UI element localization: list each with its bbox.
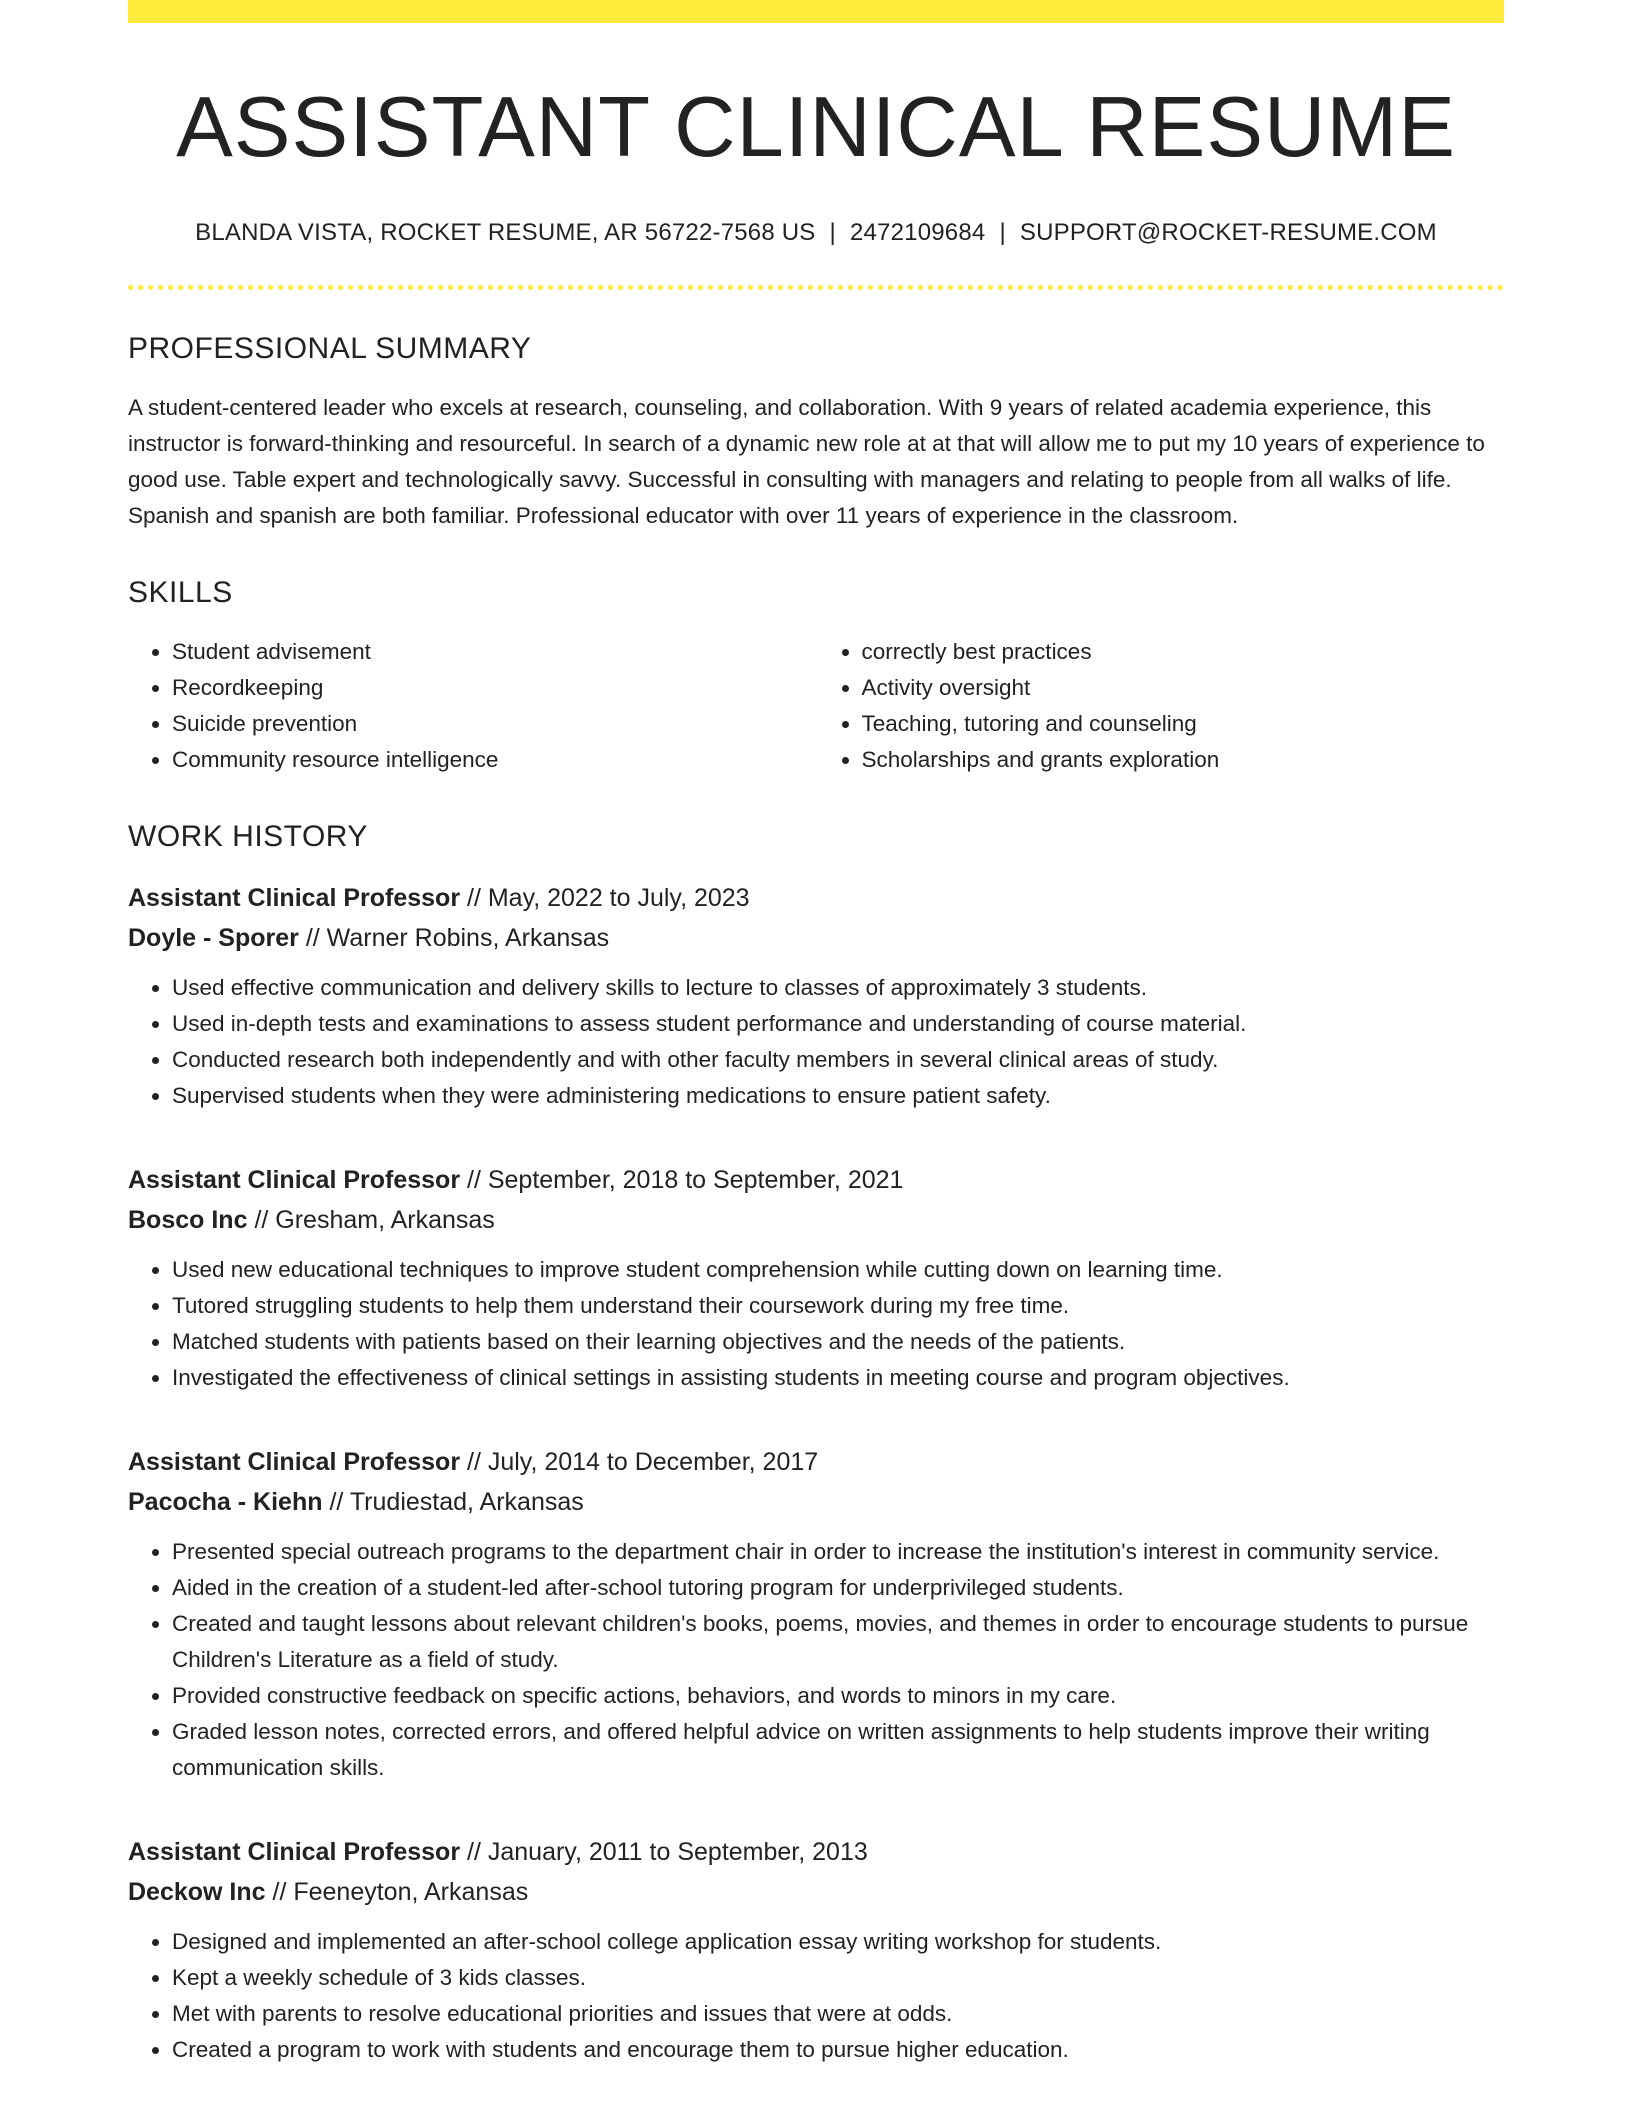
job-company-line (128, 918, 1504, 958)
top-accent-bar (128, 0, 1504, 23)
job-bullet: • Used in-depth tests and examinations to assess student performance and understanding of course material. (172, 1006, 1504, 1042)
job-dates: // September, 2018 to September, 2021 (467, 1165, 904, 1194)
job-bullets (128, 1252, 1504, 1396)
job-title-line (128, 878, 1504, 918)
contact-separator: | (999, 218, 1006, 246)
job-bullet: • Designed and implemented an after-school college application essay writing workshop for students. (172, 1924, 1504, 1960)
phone: 2472109684 (849, 218, 986, 246)
job-bullet: • Met with parents to resolve educational priorities and issues that were at odds. (172, 1996, 1504, 2032)
job-bullet: • Tutored struggling students to help them understand their coursework during my free time. (172, 1288, 1504, 1324)
dotted-divider (128, 285, 1504, 290)
job-bullet: • Presented special outreach programs to the department chair in order to increase the institution's interest in community service. (172, 1534, 1504, 1570)
job-title: Assistant Clinical Professor (128, 1447, 461, 1476)
job-dates: // May, 2022 to July, 2023 (467, 883, 750, 912)
job-dates: // July, 2014 to December, 2017 (467, 1447, 819, 1476)
job-title: Assistant Clinical Professor (128, 1165, 461, 1194)
job-bullet: • Used new educational techniques to improve student comprehension while cutting down on learning time. (172, 1252, 1504, 1288)
job-entry (128, 1160, 1504, 1396)
job-company: Deckow Inc (128, 1877, 266, 1906)
resume-title: ASSISTANT CLINICAL RESUME (176, 80, 1456, 175)
job-company-line (128, 1872, 1504, 1912)
job-company: Pacocha - Kiehn (128, 1487, 323, 1516)
job-bullets (128, 1534, 1504, 1786)
contact-separator: | (829, 218, 836, 246)
job-bullet: • Aided in the creation of a student-led after-school tutoring program for underprivileged students. (172, 1570, 1504, 1606)
job-bullet: • Created and taught lessons about relevant children's books, poems, movies, and themes in order to encourage students to pursue Children's Literature as a field of study. (172, 1606, 1504, 1678)
job-bullet: • Used effective communication and delivery skills to lecture to classes of approximately 3 students. (172, 970, 1504, 1006)
job-bullet: • Matched students with patients based on their learning objectives and the needs of the patients. (172, 1324, 1504, 1360)
job-bullet: • Conducted research both independently and with other faculty members in several clinical areas of study. (172, 1042, 1504, 1078)
job-bullets (128, 1924, 1504, 2068)
job-location: // Feeneyton, Arkansas (272, 1877, 529, 1906)
job-location: // Warner Robins, Arkansas (305, 923, 610, 952)
job-entry (128, 878, 1504, 1114)
job-company: Bosco Inc (128, 1205, 248, 1234)
job-dates: // January, 2011 to September, 2013 (467, 1837, 868, 1866)
job-bullet: • Investigated the effectiveness of clinical settings in assisting students in meeting course and program objectives. (172, 1360, 1504, 1396)
skill-item: • Recordkeeping (172, 670, 815, 706)
skill-item: • Activity oversight (862, 670, 1505, 706)
summary-heading: PROFESSIONAL SUMMARY (128, 331, 532, 365)
job-entry (128, 1832, 1504, 2068)
resume-page (128, 0, 1504, 2068)
skill-item: • Teaching, tutoring and counseling (862, 706, 1505, 742)
job-title-line (128, 1442, 1504, 1482)
job-title-line (128, 1160, 1504, 1200)
job-bullet: • Supervised students when they were administering medications to ensure patient safety. (172, 1078, 1504, 1114)
job-company-line (128, 1200, 1504, 1240)
skills-column-right (815, 634, 1505, 778)
email-link[interactable]: SUPPORT@ROCKET-RESUME.COM (1019, 218, 1437, 246)
job-bullet: • Graded lesson notes, corrected errors, and offered helpful advice on written assignments to help students improve their writing communication skills. (172, 1714, 1504, 1786)
address: BLANDA VISTA, ROCKET RESUME, AR 56722-7568 US (195, 218, 816, 246)
skills-heading: SKILLS (128, 575, 233, 609)
skill-item: • Suicide prevention (172, 706, 815, 742)
job-company-line (128, 1482, 1504, 1522)
contact-line (128, 219, 1504, 247)
skill-item: • Student advisement (172, 634, 815, 670)
job-location: // Trudiestad, Arkansas (329, 1487, 584, 1516)
skills-list (128, 634, 1504, 778)
job-company: Doyle - Sporer (128, 923, 299, 952)
job-bullet: • Provided constructive feedback on specific actions, behaviors, and words to minors in my care. (172, 1678, 1504, 1714)
skills-column-left (128, 634, 815, 778)
job-bullet: • Kept a weekly schedule of 3 kids classes. (172, 1960, 1504, 1996)
job-title: Assistant Clinical Professor (128, 1837, 461, 1866)
job-title-line (128, 1832, 1504, 1872)
skill-item: • correctly best practices (862, 634, 1505, 670)
summary-text: A student-centered leader who excels at research, counseling, and collaboration. With 9 years of related academia experience, this instructor is forward-thinking and resourceful. In search of a dynamic new role at at that will allow me to put my 10 years of experience to good use. Table expert and technologically savvy. Successful in consulting with managers and relating to people from all walks of life. Spanish and spanish are both familiar. Professional educator with over 11 years of experience in the classroom. (128, 394, 1485, 528)
skill-item: • Scholarships and grants exploration (862, 742, 1505, 778)
skill-item: • Community resource intelligence (172, 742, 815, 778)
job-bullet: • Created a program to work with students and encourage them to pursue higher education. (172, 2032, 1504, 2068)
job-bullets (128, 970, 1504, 1114)
job-entry (128, 1442, 1504, 1786)
work-history-heading: WORK HISTORY (128, 819, 368, 853)
job-title: Assistant Clinical Professor (128, 883, 461, 912)
job-location: // Gresham, Arkansas (254, 1205, 495, 1234)
